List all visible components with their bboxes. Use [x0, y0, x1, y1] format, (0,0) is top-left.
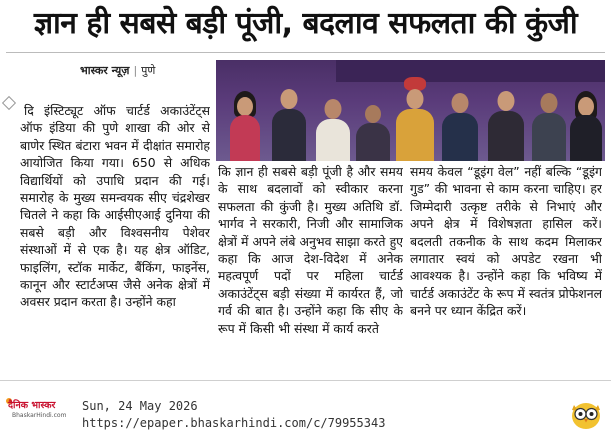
brand-name: दैनिक भास्कर: [8, 400, 56, 411]
news-photo: [216, 60, 605, 161]
edition-date: Sun, 24 May 2026: [82, 399, 198, 413]
photo-person: [488, 89, 524, 161]
photo-person: [396, 77, 434, 161]
byline-separator: |: [133, 64, 138, 77]
photo-person: [442, 91, 478, 161]
byline: [80, 63, 155, 79]
article-column-1: दि इंस्टिट्यूट ऑफ चार्टर्ड अकाउंटेंट्स ऑफ इंडिया की पुणे शाखा की ओर से बाणेर स्थित बंटारा भवन में दीक्षांत समारोह आयोजित किया गया। 650 से अधिक विद्यार्थियों को उपाधि प्रदान की गई। समारोह के मुख्य समन्वयक सीए चंद्रशेखर चितले ने कहा कि आईसीएआई दुनिया की सबसे बड़ी और विश्वसनीय पेशेवर संस्थाओं में से एक है। यह क्षेत्र ऑडिट, फाइलिंग, स्टॉक मार्केट, बैंकिंग, फाइनेंस, कानून और स्टार्टअप्स जैसे अनेक क्षेत्रों में अवसर प्रदान करता है। उन्होंने कहा: [20, 103, 210, 310]
brand-subtitle: BhaskarHindi.com: [12, 412, 67, 419]
brand-logo: [8, 398, 74, 424]
byline-city: पुणे: [141, 64, 156, 77]
photo-backdrop-banner: [336, 60, 605, 82]
headline: ज्ञान ही सबसे बड़ी पूंजी, बदलाव सफलता की कुंजी: [33, 6, 578, 41]
byline-source: भास्कर न्यूज़: [80, 64, 130, 77]
headline-divider: [6, 52, 605, 53]
article-column-3: समय केवल “डूइंग वेल” नहीं बल्कि “डूइंग गुड” की भावना से काम करना चाहिए। हर जिम्मेदारी उत्कृष्ट तरीके से निभाएं और अपने क्षेत्र में विशेषज्ञता हासिल करें। बदलती तकनीक के साथ कदम मिलाकर लगातार स्वयं को अपडेट रखना भी आवश्यक है। उन्होंने कहा कि भविष्य में चार्टर्ड अकाउंटेंट के रूप में स्वतंत्र प्रोफेशनल बनने पर ध्यान केंद्रित करें।: [410, 164, 602, 319]
photo-person: [356, 103, 390, 161]
footer-divider: [0, 380, 611, 381]
photo-person: [570, 91, 602, 161]
photo-person: [316, 97, 350, 161]
column-start-ornament: [2, 96, 16, 110]
epaper-url[interactable]: https://epaper.bhaskarhindi.com/c/79955343: [82, 416, 386, 430]
article-column-2: कि ज्ञान ही सबसे बड़ी पूंजी है और समय के साथ बदलावों को स्वीकार करना सफलता की कुंजी है। मुख्य अतिथि डॉ. भार्गव ने सरकारी, निजी और सामाजिक क्षेत्रों में अपने लंबे अनुभव साझा करते हुए कहा कि आज देश-विदेश में अनेक महत्वपूर्ण पदों पर महिला चार्टर्ड अकाउंटेंट्स बड़ी संख्या में कार्यरत हैं, जो गर्व की बात है। उन्होंने कहा कि सीए के रूप में किसी भी संस्था में कार्य करते: [218, 164, 403, 336]
photo-person: [230, 91, 260, 161]
owl-mascot-icon: [569, 397, 603, 431]
photo-person: [272, 87, 306, 161]
photo-person: [532, 91, 566, 161]
